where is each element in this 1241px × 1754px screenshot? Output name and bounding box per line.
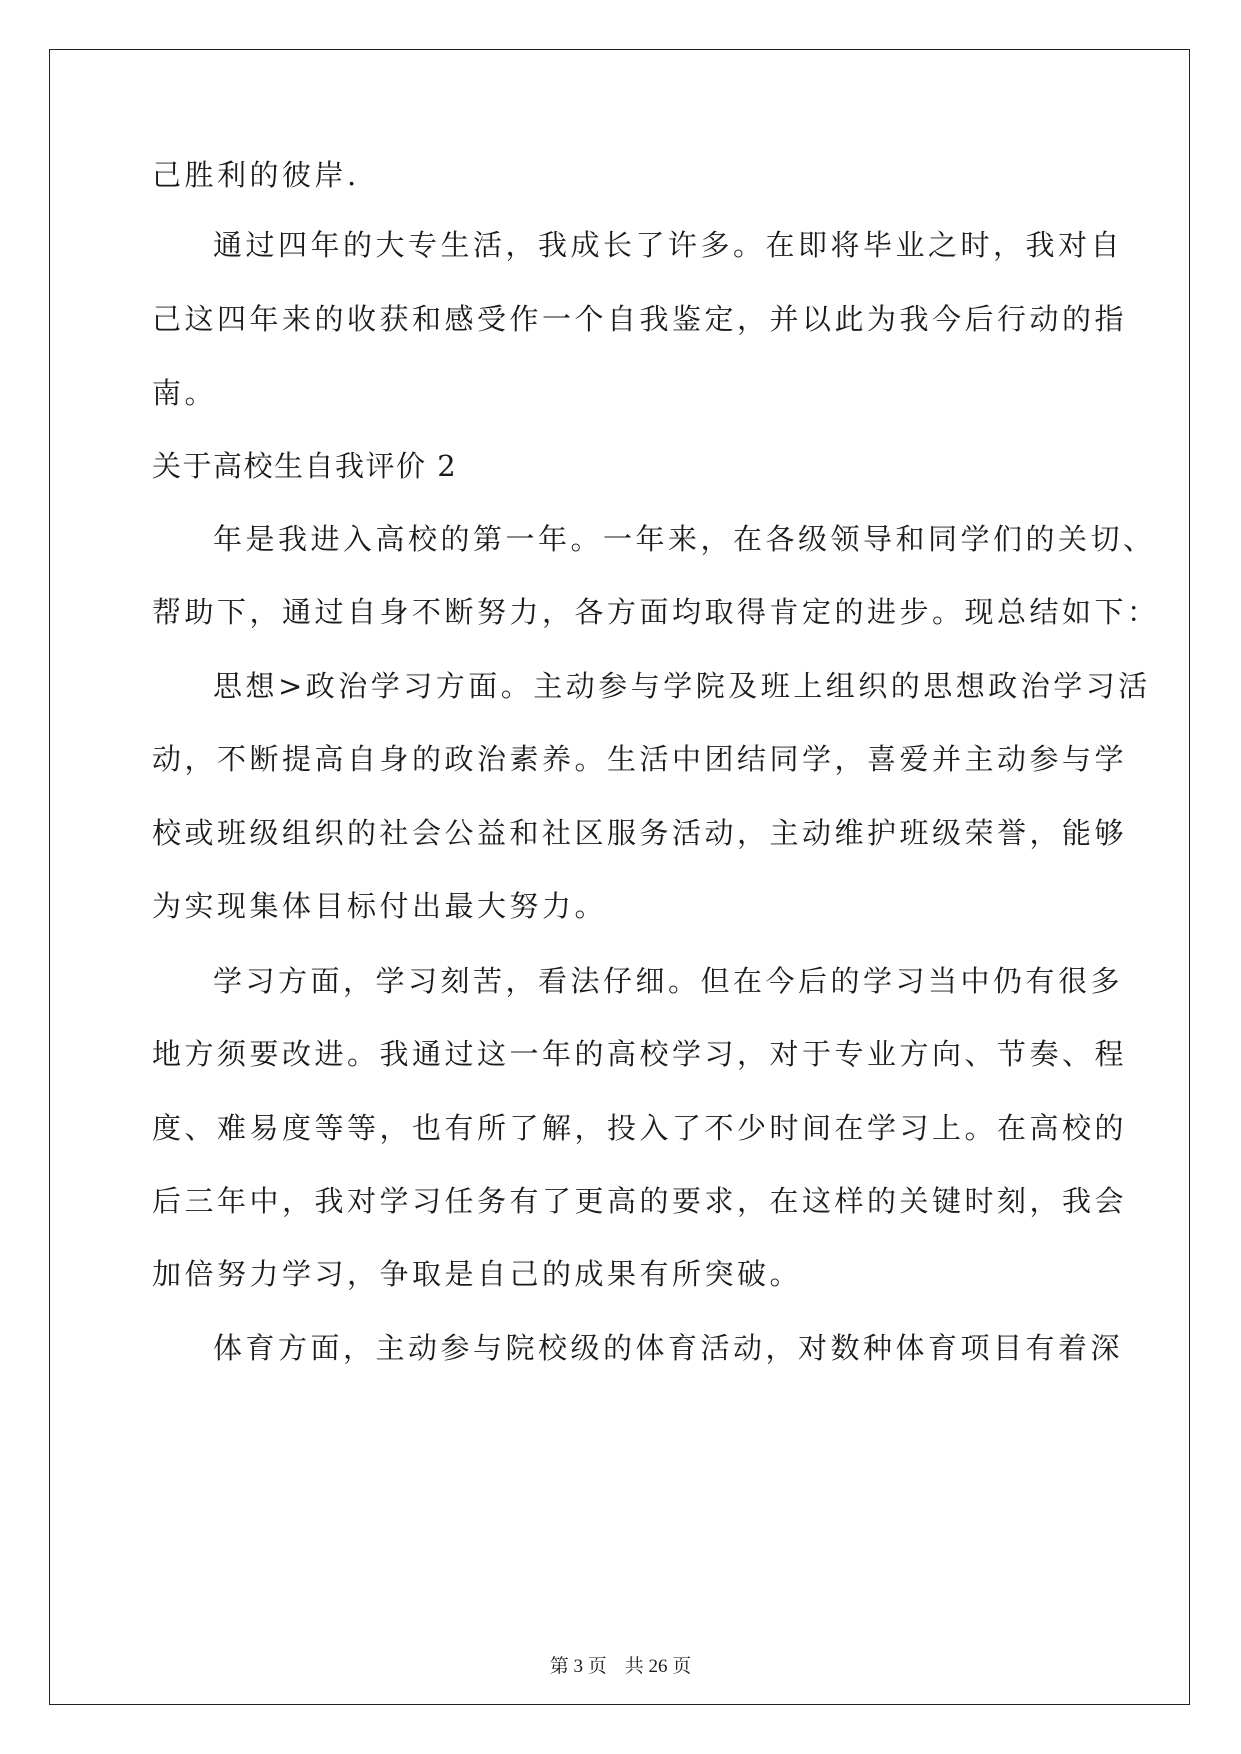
paragraph-start: 年是我进入高校的第一年。一年来，在各级领导和同学们的关切、 xyxy=(213,522,1156,556)
text-line: 校或班级组织的社会公益和社区服务活动，主动维护班级荣誉，能够 xyxy=(152,816,1128,850)
paragraph-start: 思想>政治学习方面。主动参与学院及班上组织的思想政治学习活 xyxy=(213,669,1151,703)
section-heading: 关于高校生自我评价 2 xyxy=(152,449,458,483)
text-line: 后三年中，我对学习任务有了更高的要求，在这样的关键时刻，我会 xyxy=(152,1184,1128,1218)
text-line: 地方须要改进。我通过这一年的高校学习，对于专业方向、节奏、程 xyxy=(152,1037,1128,1071)
text-line: 度、难易度等等，也有所了解，投入了不少时间在学习上。在高校的 xyxy=(152,1111,1128,1145)
text-line: 己这四年来的收获和感受作一个自我鉴定，并以此为我今后行动的指 xyxy=(152,302,1128,336)
page-footer xyxy=(0,1654,1241,1679)
text-line: 己胜利的彼岸. xyxy=(152,158,360,192)
paragraph-start: 学习方面，学习刻苦，看法仔细。但在今后的学习当中仍有很多 xyxy=(213,964,1124,998)
text-line: 为实现集体目标付出最大努力。 xyxy=(152,889,608,923)
text-line: 加倍努力学习，争取是自己的成果有所突破。 xyxy=(152,1257,803,1291)
text-line: 帮助下，通过自身不断努力，各方面均取得肯定的进步。现总结如下： xyxy=(152,595,1160,629)
page-number: 第 3 页 xyxy=(549,1656,607,1677)
paragraph-start: 体育方面，主动参与院校级的体育活动，对数种体育项目有着深 xyxy=(213,1331,1124,1365)
paragraph-start: 通过四年的大专生活，我成长了许多。在即将毕业之时，我对自 xyxy=(213,228,1124,262)
page-total: 共 26 页 xyxy=(624,1656,692,1677)
text-line: 动，不断提高自身的政治素养。生活中团结同学，喜爱并主动参与学 xyxy=(152,742,1128,776)
page-border xyxy=(49,49,1190,1705)
text-line: 南。 xyxy=(152,376,218,410)
